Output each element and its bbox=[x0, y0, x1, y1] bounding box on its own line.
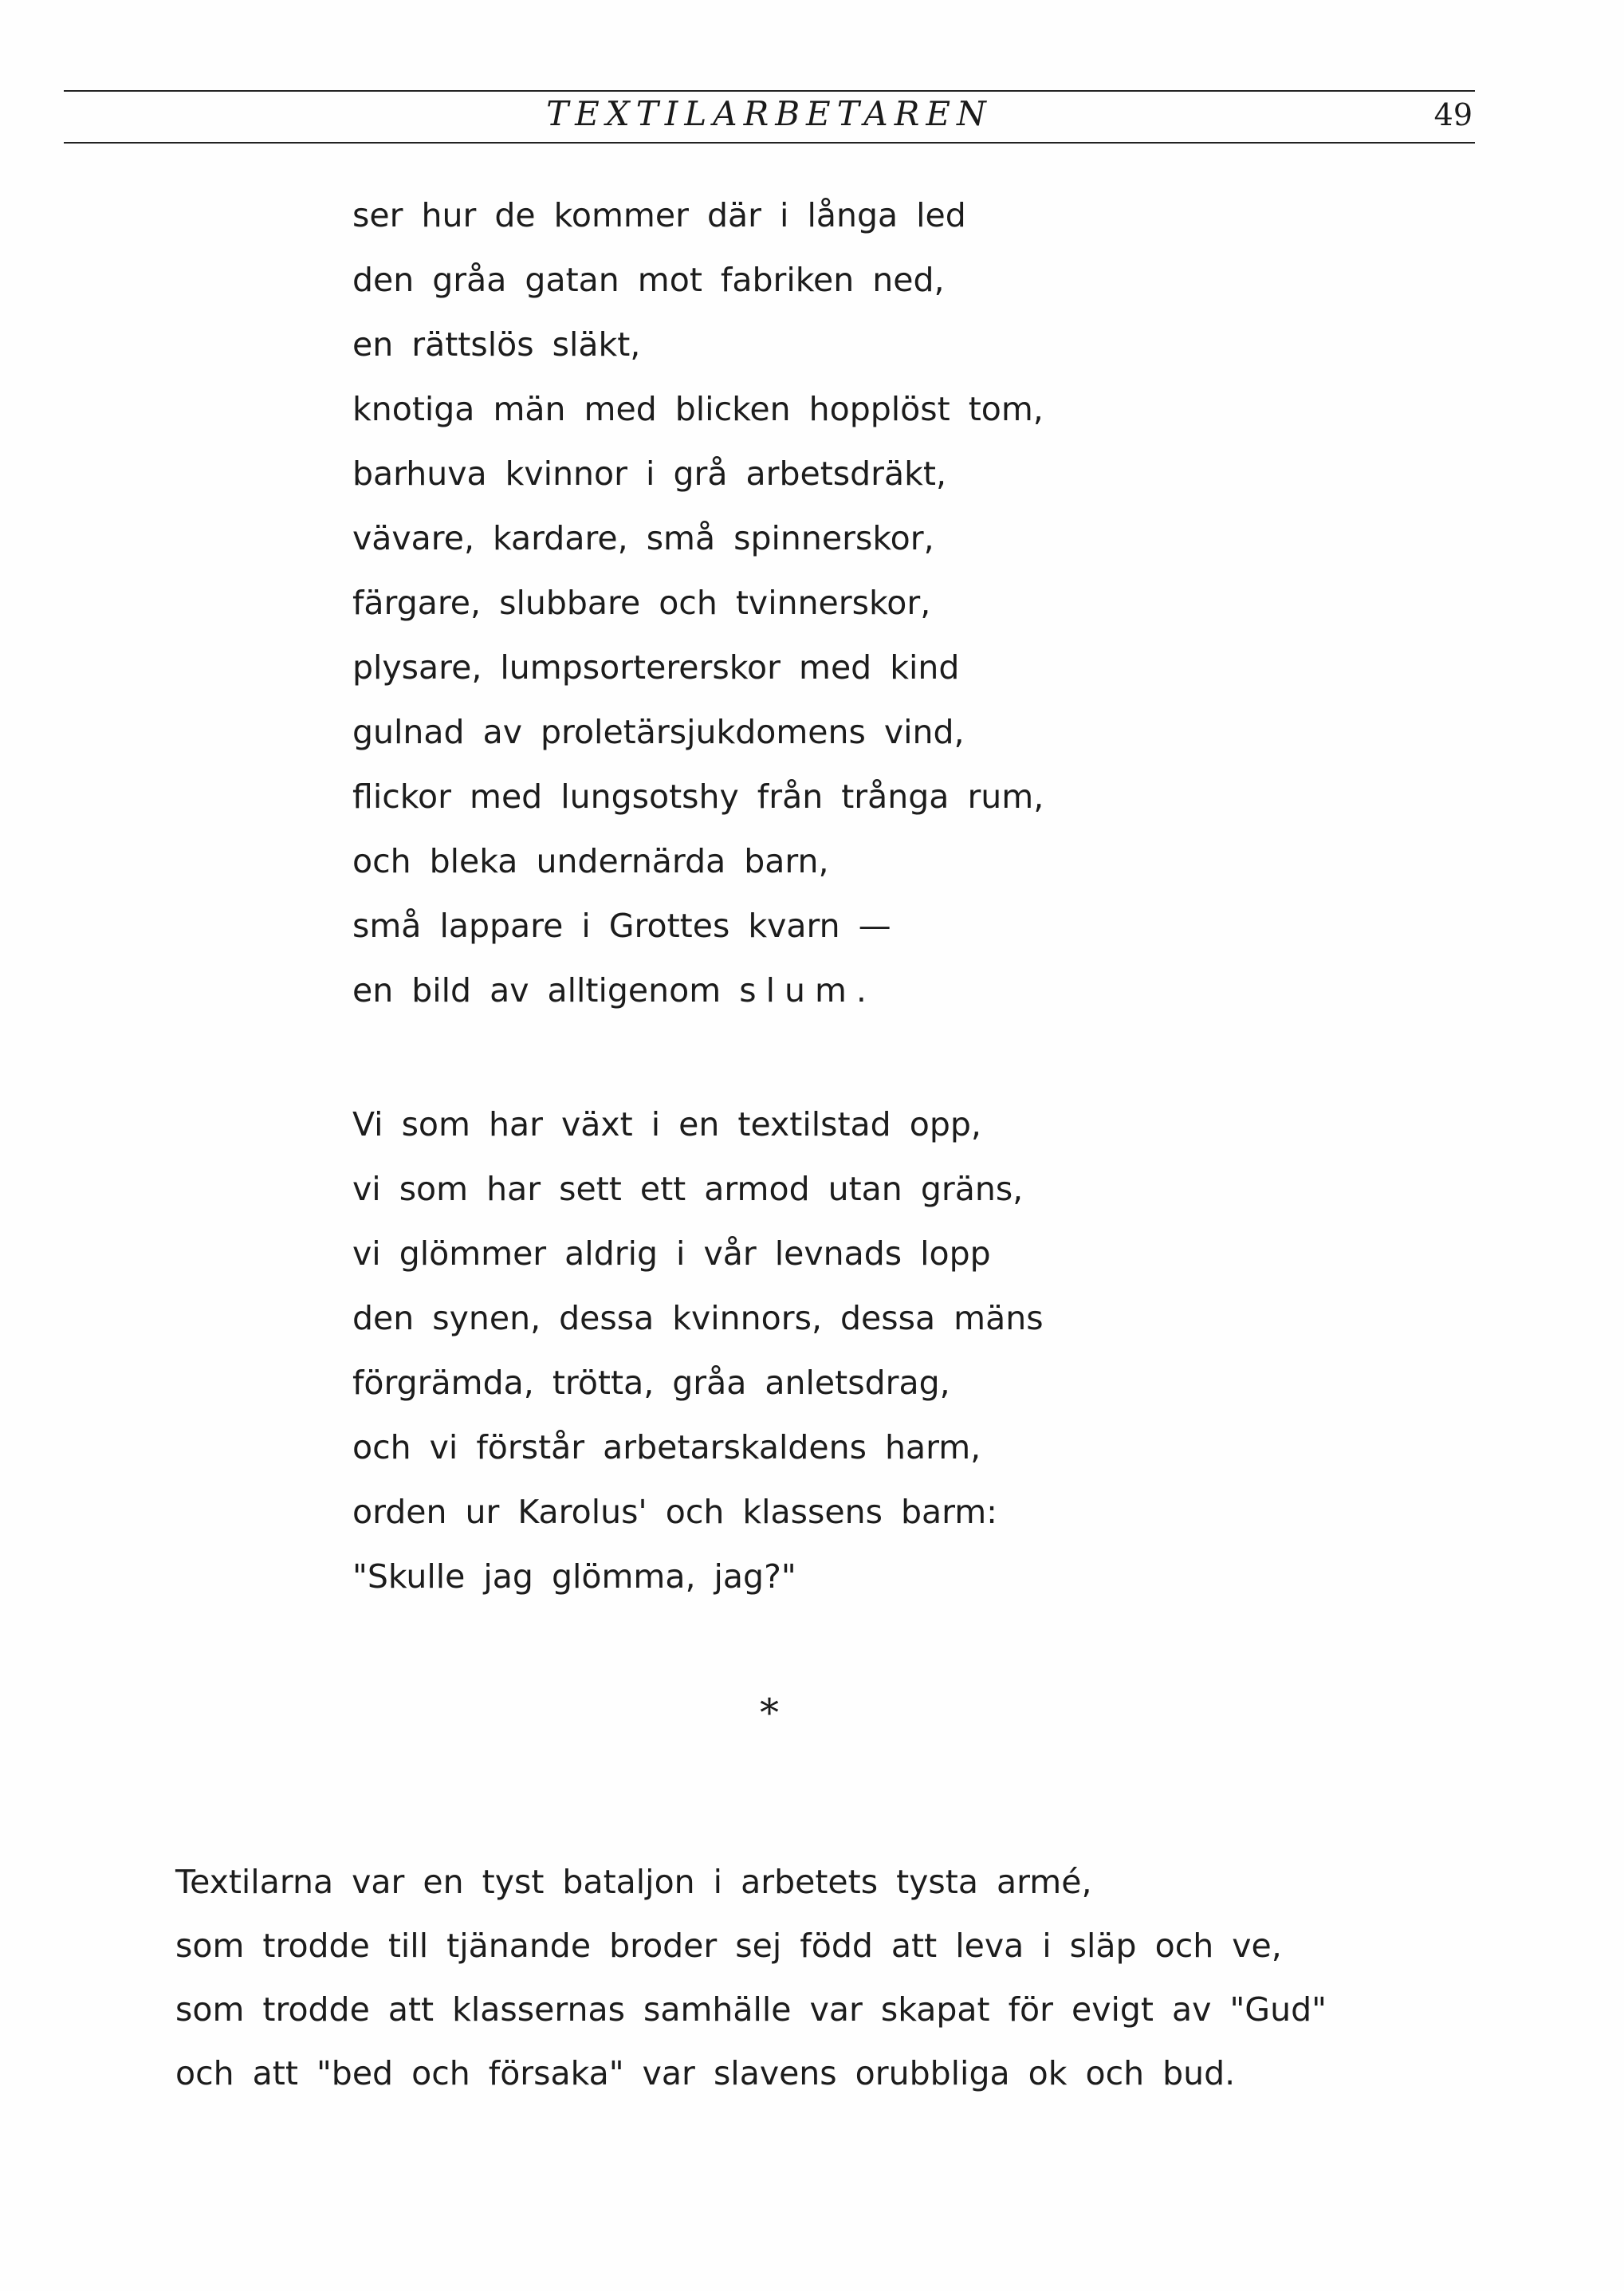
verse-line: Vi som har växt i en textilstad opp, bbox=[352, 1105, 981, 1144]
verse-line: en rättslös släkt, bbox=[352, 325, 641, 364]
verse-line-final-prefix: en bild av alltigenom bbox=[352, 971, 722, 1010]
verse-line: små lappare i Grottes kvarn — bbox=[352, 907, 891, 945]
prose-line: som trodde till tjänande broder sej född att leva i släp och ve, bbox=[175, 1927, 1282, 1965]
verse-line: flickor med lungsotshy från trånga rum, bbox=[352, 777, 1044, 816]
verse-line: den synen, dessa kvinnors, dessa mäns bbox=[352, 1299, 1044, 1337]
verse-line: gulnad av proletärsjukdomens vind, bbox=[352, 713, 965, 751]
page-number: 49 bbox=[1433, 97, 1473, 132]
verse-line: och bleka undernärda barn, bbox=[352, 842, 829, 880]
verse-line: barhuva kvinnor i grå arbetsdräkt, bbox=[352, 455, 947, 493]
poem-stanza-1 bbox=[352, 183, 1044, 1023]
verse-line: ser hur de kommer där i långa led bbox=[352, 196, 966, 234]
header-rule-bottom bbox=[64, 142, 1475, 144]
verse-line: vi glömmer aldrig i vår levnads lopp bbox=[352, 1234, 991, 1273]
section-separator: * bbox=[760, 1691, 779, 1735]
verse-line: färgare, slubbare och tvinnerskor, bbox=[352, 584, 931, 622]
verse-line: vävare, kardare, små spinnerskor, bbox=[352, 519, 934, 557]
prose-line: och att "bed och försaka" var slavens orubbliga ok och bud. bbox=[175, 2054, 1236, 2092]
verse-line: "Skulle jag glömma, jag?" bbox=[352, 1557, 796, 1596]
poem-stanza-2 bbox=[352, 1092, 1044, 1609]
verse-line: orden ur Karolus' och klassens barm: bbox=[352, 1493, 998, 1531]
prose-line: som trodde att klassernas samhälle var skapat för evigt av "Gud" bbox=[175, 1990, 1327, 2029]
verse-line: knotiga män med blicken hopplöst tom, bbox=[352, 390, 1044, 428]
verse-line: vi som har sett ett armod utan gräns, bbox=[352, 1170, 1024, 1208]
spaced-word-slum: slum. bbox=[739, 971, 876, 1010]
running-title: TEXTILARBETAREN bbox=[546, 94, 993, 133]
verse-line: förgrämda, trötta, gråa anletsdrag, bbox=[352, 1364, 950, 1402]
prose-line: Textilarna var en tyst bataljon i arbetets tysta armé, bbox=[175, 1863, 1092, 1901]
verse-line-final bbox=[352, 959, 1044, 1023]
verse-line: och vi förstår arbetarskaldens harm, bbox=[352, 1428, 981, 1466]
header-rule-top bbox=[64, 90, 1475, 92]
verse-line: den gråa gatan mot fabriken ned, bbox=[352, 261, 945, 299]
verse-line: plysare, lumpsortererskor med kind bbox=[352, 648, 960, 687]
prose-paragraph bbox=[175, 1850, 1327, 2105]
